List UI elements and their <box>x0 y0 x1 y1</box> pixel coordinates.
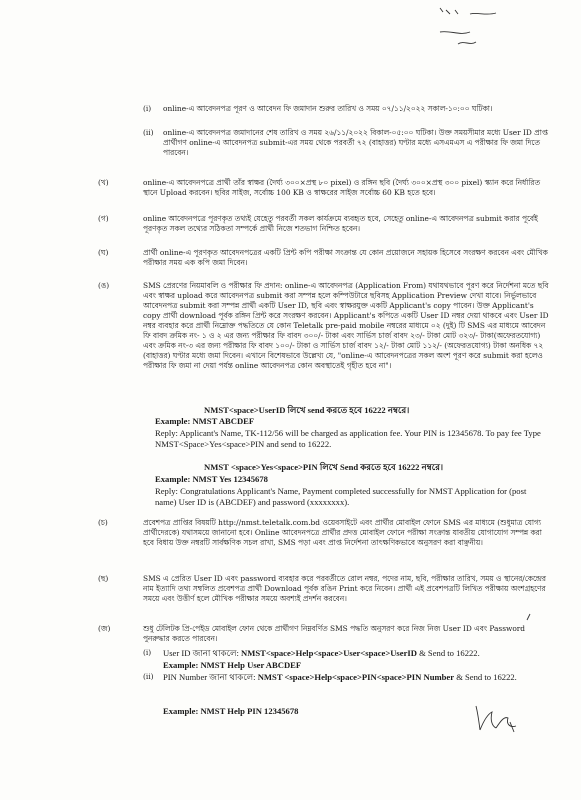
handwritten-tick <box>525 612 535 622</box>
sub-num: (ii) <box>143 672 154 681</box>
item-label: (জ) <box>98 624 111 633</box>
recovery-user-id <box>163 648 549 659</box>
item-label: (চ) <box>98 518 108 527</box>
recovery-prefix: PIN Number জানা থাকলে: <box>163 672 258 682</box>
recovery-suffix: & Send to 16222. <box>454 672 517 682</box>
item-label: (খ) <box>98 178 109 187</box>
sms2-reply: Reply: Congratulations Applicant's Name, Payment completed successfully for NMST Application for (post name) User ID is (ABCDEF) and password (xxxxxxxx). <box>155 486 527 507</box>
item-label: (ছ) <box>98 574 109 583</box>
item-label: (ঘ) <box>98 248 109 257</box>
recovery-example: Example: NMST Help PIN 12345678 <box>163 706 299 716</box>
recovery-example: Example: NMST Help User ABCDEF <box>163 660 302 670</box>
item-text: online আবেদনপত্রে পূরণকৃত তথ্যই যেহেতু পরবর্তী সকল কার্যক্রমে ব্যবহৃত হবে, সেহেতু online-এ আবেদনপত্র submit করার পূর্বেই পূরণকৃত সকল তথ্যের সঠিকতা সম্পর্কে প্রার্থী নিজে শতভাগ নিশ্চিত হবেন। <box>143 214 538 233</box>
item-text: শুধু টেলিটক প্রি-পেইড মোবাইল ফোন থেকে প্রার্থীগণ নিম্নবর্ণিত SMS পদ্ধতি অনুসরণ করে নিজ নিজ User ID এবং Password পুনরুদ্ধার করতে পারবেন। <box>143 624 526 643</box>
sms1-format: NMST<space>UserID লিখে send করতে হবে 16222 নম্বরে। <box>204 405 410 415</box>
signature <box>470 700 530 736</box>
recovery-command: NMST <space>Help<space>PIN<space>PIN Number <box>257 672 455 682</box>
sms2-example: Example: NMST Yes 12345678 <box>155 474 268 484</box>
sub-item-text: online-এ আবেদনপত্র পূরণ ও আবেদন ফি জমাদান শুরুর তারিখ ও সময় ০৭/১১/২০২২ সকাল-১০:০০ ঘটিকা। <box>163 104 493 113</box>
sms1-reply: Reply: Applicant's Name, TK-112/56 will be charged as application fee. Your PIN is 12345678. To pay fee Type NMST<Space>Yes<space>PIN and send to 16222. <box>155 428 541 449</box>
sub-item-text: online-এ আবেদনপত্র জমাদানের শেষ তারিখ ও সময় ২৬/১১/২০২২ বিকাল-০৫:০০ ঘটিকা। উক্ত সময়সীমার মধ্যে User ID প্রাপ্ত প্রার্থীগণ online-এ আবেদনপত্র submit-এর সময় থেকে পরবর্তী ৭২ (বাহাত্তর) ঘণ্টার মধ্যে এসএমএস এ পরীক্ষার ফি জমা দিতে পারবেন। <box>163 128 548 157</box>
item-text: প্রবেশপত্র প্রাপ্তির বিষয়টি http://nmst.teletalk.com.bd ওয়েবসাইটে এবং প্রার্থীর মোবাইল ফোনে SMS এর মাধ্যমে (শুধুমাত্র যোগ্য প্রার্থীদেরকে) যথাসময়ে জানানো হবে। Online আবেদনপত্রে প্রার্থীর প্রদত্ত মোবাইল ফোনে পরীক্ষা সংক্রান্ত যাবতীয় যোগাযোগ সম্পন্ন করা হবে বিধায় উক্ত নম্বরটি সার্বক্ষণিক সচল রাখা, SMS পড়া এবং প্রাপ্ত নির্দেশনা তাৎক্ষণিকভাবে অনুসরণ করা বাঞ্ছনীয়। <box>143 518 542 547</box>
handwritten-mark-top <box>0 0 581 60</box>
item-label: (গ) <box>98 214 109 223</box>
item-label: (ঙ) <box>98 281 110 290</box>
recovery-suffix: & Send to 16222. <box>416 648 480 658</box>
sms2-format: NMST <space>Yes<space>PIN লিখে Send করতে হবে 16222 নম্বরে। <box>204 462 444 472</box>
recovery-command: NMST<space>Help<space>User<space>UserID <box>241 648 417 658</box>
item-text: SMS প্রেরণের নিয়মাবলি ও পরীক্ষার ফি প্রদান: online-এ আবেদনপত্র (Application From) যথাযথভাবে পূরণ করে নির্দেশনা মতে ছবি এবং স্বাক্ষর upload করে আবেদনপত্র submit করা সম্পন্ন হলে কম্পিউটারে ছবিসহ Application Preview দেখা যাবে। নির্ভুলভাবে আবেদনপত্র submit করা সম্পন্ন প্রার্থী একটি User ID, ছবি এবং স্বাক্ষরযুক্ত একটি Applicant's copy পাবেন। উক্ত Applicant's copy প্রার্থী download পূর্বক রঙ্গিন প্রিন্ট করে সংরক্ষণ করবেন। Applicant's কপিতে একটি User ID নম্বর দেয়া থাকবে এবং User ID নম্বর ব্যবহার করে প্রার্থী নিম্নোক্ত পদ্ধতিতে যে কোন Teletalk pre-paid mobile নম্বরের মাধ্যমে ০২ (দুই) টি SMS এর মাধ্যমে আবেদন ফি বাবদ ক্রমিক নং- ১ ও ২ এর জন্য পরীক্ষার ফি বাবদ ৩০০/- টাকা এবং সার্ভিস চার্জ বাবদ ২৩/- টাকা মোট ৩২৩/- টাকা(অফেরতযোগ্য) এবং ক্রমিক নং-৩ এর জন্য পরীক্ষার ফি বাবদ ১০০/- টাকা ও সার্ভিস চার্জ বাবদ ১২/- টাকা মোট ১১২/- (অফেরতযোগ্য) টাকা অনধিক ৭২ (বাহাত্তর) ঘণ্টার মধ্যে জমা দিবেন। এখানে বিশেষভাবে উল্লেখ্য যে, "online-এ আবেদনপত্রের সকল অংশ পূরণ করে submit করা হলেও পরীক্ষার ফি জমা না দেয়া পর্যন্ত online আবেদনপত্র কোন অবস্থাতেই গৃহীত হবে না"। <box>143 281 549 370</box>
sub-num: (i) <box>143 648 152 657</box>
item-text: প্রার্থী online-এ পূরণকৃত আবেদনপত্রের একটি প্রিন্ট কপি পরীক্ষা সংক্রান্ত যে কোন প্রয়োজনে সহায়ক হিসেবে সংরক্ষণ করবেন এবং মৌখিক পরীক্ষার সময় এক কপি জমা দিবেন। <box>143 248 548 267</box>
recovery-pin <box>163 672 549 683</box>
sub-num: (ii) <box>143 128 154 137</box>
sms1-example: Example: NMST ABCDEF <box>155 416 255 426</box>
recovery-prefix: User ID জানা থাকলে: <box>163 648 242 658</box>
item-text: online-এ আবেদনপত্রে প্রার্থী তাঁর স্বাক্ষর (দৈর্ঘ্য ৩০০×প্রস্থ ৮০ pixel) ও রঙ্গিন ছবি (দৈর্ঘ্য ৩০০×প্রস্থ ৩০০ pixel) স্ক্যান করে নির্ধারিত স্থানে Upload করবেন। ছবির সাইজ, সর্বোচ্চ 100 KB ও স্বাক্ষরের সাইজ সর্বোচ্চ 60 KB হতে হবে। <box>143 178 541 197</box>
sub-num: (i) <box>143 104 152 113</box>
item-text: SMS এ প্রেরিত User ID এবং password ব্যবহার করে পরবর্তীতে রোল নম্বর, পদের নাম, ছবি, পরীক্ষার তারিখ, সময় ও স্থানের/কেন্দ্রের নাম ইত্যাদি তথ্য সম্বলিত প্রবেশপত্র প্রার্থী Download পূর্বক রঙিন Print করে নিবেন। প্রার্থী এই প্রবেশপত্রটি লিখিত পরীক্ষায় অংশগ্রহণের সময়ে এবং উত্তীর্ণ হলে মৌখিক পরীক্ষার সময়ে অবশ্যই প্রদর্শন করবেন। <box>143 574 546 603</box>
